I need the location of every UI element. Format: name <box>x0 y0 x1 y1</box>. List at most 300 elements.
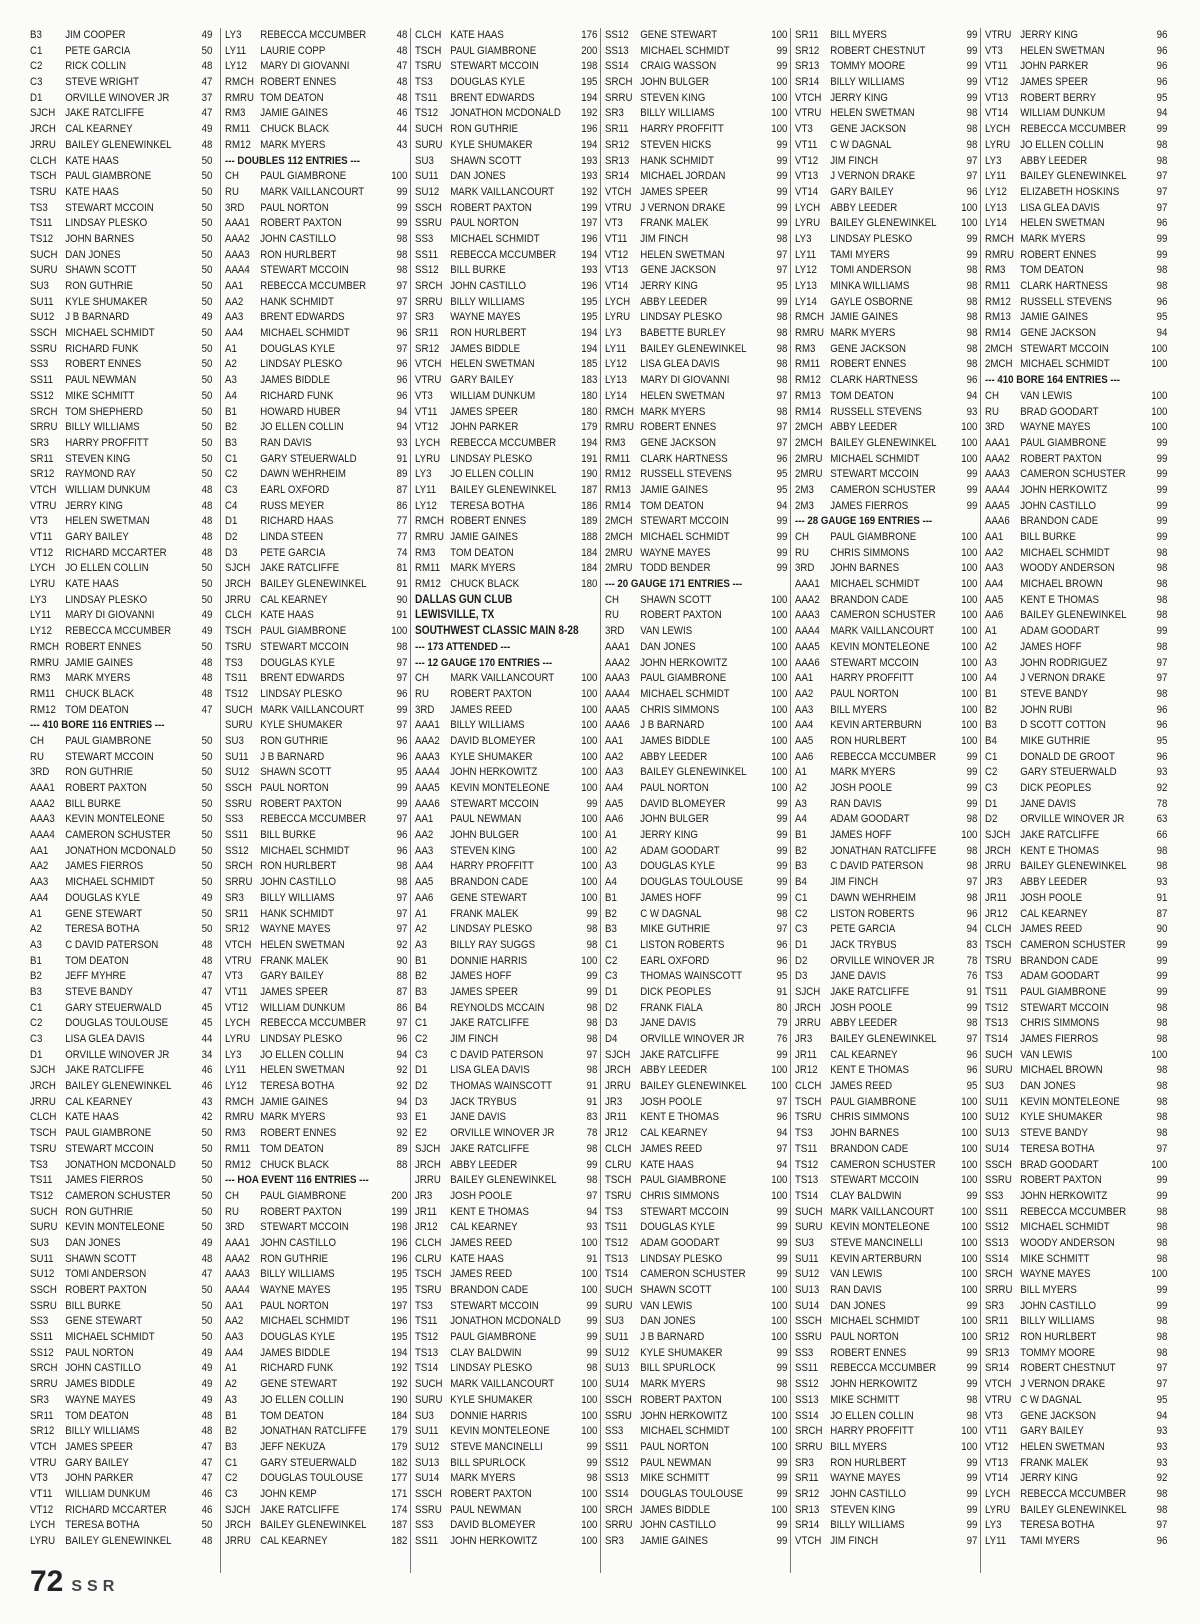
class-code: RM14 <box>985 327 1011 340</box>
score: 99 <box>776 138 788 151</box>
shooter-name: LINDSAY PLESKO <box>830 232 913 245</box>
class-code: TS13 <box>795 1174 819 1187</box>
shooter-name: JO ELLEN COLLIN <box>450 468 534 481</box>
score: 96 <box>396 687 408 700</box>
shooter-name: DAVID BLOMEYER <box>450 734 536 747</box>
class-code: B2 <box>225 1425 237 1438</box>
score: 99 <box>1156 499 1168 512</box>
score: 98 <box>1156 593 1168 606</box>
score: 99 <box>776 1268 788 1281</box>
shooter-name: HELEN SWETMAN <box>260 1064 345 1077</box>
class-code: LYRU <box>415 452 441 465</box>
result-row <box>985 844 1171 860</box>
score: 100 <box>771 703 788 716</box>
score: 48 <box>201 1409 213 1422</box>
score: 192 <box>391 1378 408 1391</box>
result-row <box>30 1361 216 1377</box>
result-row <box>30 1377 216 1393</box>
result-row <box>605 1471 791 1487</box>
shooter-name: JAKE RATCLIFFE <box>450 1142 530 1155</box>
score: 98 <box>1156 860 1168 873</box>
score: 177 <box>391 1472 408 1485</box>
score: 97 <box>1156 656 1168 669</box>
class-code: TS3 <box>415 1299 433 1312</box>
score: 99 <box>1156 1174 1168 1187</box>
result-row <box>225 671 411 687</box>
class-code: RMCH <box>225 1095 255 1108</box>
shooter-name: BILL MYERS <box>830 29 887 41</box>
class-code: RMCH <box>30 640 60 653</box>
result-row <box>985 216 1171 232</box>
shooter-name: SHAWN SCOTT <box>260 766 332 779</box>
class-code: RMCH <box>985 232 1015 245</box>
shooter-name: BAILEY GLENEWINKEL <box>65 138 172 151</box>
class-code: AA4 <box>605 782 624 794</box>
score: 99 <box>396 201 408 214</box>
result-row <box>985 1330 1171 1346</box>
score: 98 <box>966 280 978 292</box>
class-code: TS14 <box>415 1362 439 1375</box>
result-row <box>30 1142 216 1158</box>
shooter-name: MICHAEL JORDAN <box>640 170 726 183</box>
result-row <box>225 828 411 844</box>
result-row <box>795 907 981 923</box>
class-code: VTCH <box>985 1378 1012 1391</box>
result-row <box>605 91 791 107</box>
shooter-name: CHRIS SIMMONS <box>1020 1017 1100 1030</box>
score: 98 <box>966 844 978 857</box>
result-row <box>30 1205 216 1221</box>
class-code: SJCH <box>30 107 56 120</box>
result-row <box>605 1189 791 1205</box>
class-code: RM11 <box>225 123 251 136</box>
result-row <box>415 1063 601 1079</box>
class-code: VT12 <box>225 1001 249 1014</box>
result-row <box>30 671 216 687</box>
shooter-name: STEVEN KING <box>830 1503 896 1516</box>
shooter-name: RUSSELL STEVENS <box>830 405 922 418</box>
score: 96 <box>1156 217 1168 230</box>
shooter-name: JAMES BIDDLE <box>260 1346 331 1359</box>
result-row <box>30 703 216 719</box>
score: 99 <box>966 1503 978 1516</box>
shooter-name: BAILEY GLENEWINKEL <box>640 766 747 779</box>
class-code: RM11 <box>30 687 56 700</box>
class-code: B3 <box>605 923 617 936</box>
result-row <box>795 1440 981 1456</box>
result-row <box>30 1283 216 1299</box>
shooter-name: BRANDON CADE <box>1020 954 1099 967</box>
shooter-name: LINDSAY PLESKO <box>450 452 533 465</box>
score: 99 <box>966 483 978 496</box>
class-code: TS12 <box>415 1331 439 1344</box>
result-row <box>605 797 791 813</box>
score: 98 <box>1156 1221 1168 1234</box>
shooter-name: ROBERT PAXTON <box>640 609 722 622</box>
class-code: TSRU <box>30 185 57 198</box>
score: 78 <box>586 1127 598 1140</box>
score: 93 <box>586 1221 598 1234</box>
score: 50 <box>201 829 213 842</box>
score: 97 <box>396 672 408 685</box>
shooter-name: CAMERON SCHUSTER <box>830 1158 936 1171</box>
score: 100 <box>581 1236 598 1249</box>
class-code: SU3 <box>795 1236 814 1249</box>
score: 99 <box>776 1535 788 1547</box>
result-row <box>415 91 601 107</box>
shooter-name: DONNIE HARRIS <box>450 954 528 967</box>
class-code: SR11 <box>30 1409 54 1422</box>
score: 48 <box>201 1535 213 1547</box>
class-code: SSRU <box>30 1299 57 1312</box>
class-code: B2 <box>415 970 427 983</box>
shooter-name: GENE JACKSON <box>1020 1409 1097 1422</box>
class-code: VTRU <box>985 1393 1012 1406</box>
result-row <box>30 75 216 91</box>
score: 83 <box>586 1111 598 1124</box>
class-code: VT14 <box>605 280 629 292</box>
score: 100 <box>581 734 598 747</box>
result-row <box>225 1409 411 1425</box>
class-code: AAA5 <box>985 499 1010 512</box>
score: 98 <box>966 891 978 904</box>
class-code: SR12 <box>415 342 440 355</box>
class-code: SUCH <box>225 703 253 716</box>
score: 50 <box>201 782 213 794</box>
result-row <box>605 1267 791 1283</box>
class-code: RMRU <box>415 531 445 543</box>
class-code: LYCH <box>225 1017 251 1030</box>
score: 96 <box>776 954 788 967</box>
result-row <box>30 452 216 468</box>
result-row <box>415 969 601 985</box>
shooter-name: BILLY WILLIAMS <box>1020 1315 1095 1328</box>
score: 91 <box>586 1252 598 1265</box>
result-row <box>30 499 216 515</box>
class-code: A3 <box>415 938 427 951</box>
shooter-name: ORVILLE WINOVER JR <box>65 1048 170 1061</box>
shooter-name: REBECCA MCCUMBER <box>830 1362 937 1375</box>
score: 100 <box>771 1080 788 1093</box>
score: 94 <box>1156 107 1168 120</box>
class-code: AAA1 <box>795 578 820 591</box>
shooter-name: HELEN SWETMAN <box>450 358 535 371</box>
result-row <box>225 326 411 342</box>
class-code: A2 <box>605 844 617 857</box>
class-code: TS11 <box>415 1315 438 1328</box>
shooter-name: DAVID BLOMEYER <box>450 1519 536 1532</box>
score: 100 <box>961 640 978 653</box>
score: 184 <box>581 562 598 575</box>
score: 100 <box>581 703 598 716</box>
shooter-name: ABBY LEEDER <box>830 1017 898 1030</box>
class-code: SUCH <box>30 1205 58 1218</box>
score: 80 <box>776 1001 788 1014</box>
score: 96 <box>396 1033 408 1045</box>
shooter-name: WAYNE MAYES <box>450 311 521 324</box>
score: 50 <box>201 907 213 920</box>
result-row <box>415 1330 601 1346</box>
shooter-name: DOUGLAS KYLE <box>260 1331 335 1344</box>
shooter-name: D SCOTT COTTON <box>1020 719 1106 732</box>
shooter-name: STEVEN KING <box>640 91 706 104</box>
result-row <box>225 295 411 311</box>
shooter-name: ROBERT CHESTNUT <box>1020 1362 1116 1375</box>
result-row <box>985 169 1171 185</box>
score: 96 <box>1156 44 1168 57</box>
shooter-name: STEWART MCCOIN <box>65 1142 154 1155</box>
shooter-name: GARY BAILEY <box>260 970 324 983</box>
result-row <box>30 640 216 656</box>
score: 176 <box>581 29 598 41</box>
shooter-name: CAMERON SCHUSTER <box>1020 938 1126 951</box>
shooter-name: KYLE SHUMAKER <box>1020 1111 1103 1124</box>
result-row <box>985 1409 1171 1425</box>
class-code: B4 <box>985 734 997 747</box>
shooter-name: HOWARD HUBER <box>260 405 341 418</box>
class-code: VT11 <box>415 405 438 418</box>
class-code: JR3 <box>605 1095 623 1108</box>
shooter-name: REBECCA MCCUMBER <box>260 1017 367 1030</box>
result-row <box>225 499 411 515</box>
shooter-name: LINDSAY PLESKO <box>260 358 343 371</box>
shooter-name: KYLE SHUMAKER <box>65 295 148 308</box>
score: 98 <box>586 1064 598 1077</box>
result-row <box>985 44 1171 60</box>
score: 98 <box>586 1174 598 1187</box>
shooter-name: ROBERT ENNES <box>65 358 142 371</box>
class-code: D4 <box>605 1033 618 1045</box>
shooter-name: BAILEY GLENEWINKEL <box>1020 609 1127 622</box>
shooter-name: HELEN SWETMAN <box>1020 1440 1105 1453</box>
class-code: TS12 <box>415 107 439 120</box>
result-row <box>795 734 981 750</box>
shooter-name: GARY BAILEY <box>65 1456 129 1469</box>
score: 93 <box>1156 1456 1168 1469</box>
result-row <box>795 1189 981 1205</box>
class-code: SJCH <box>985 829 1011 842</box>
shooter-name: CAL KEARNEY <box>65 1095 133 1108</box>
score: 99 <box>776 797 788 810</box>
class-code: SS13 <box>795 1393 819 1406</box>
result-row <box>985 577 1171 593</box>
score: 188 <box>581 531 598 543</box>
result-row <box>795 138 981 154</box>
class-code: SRRU <box>795 1440 823 1453</box>
result-row <box>415 452 601 468</box>
result-row <box>605 1063 791 1079</box>
score: 50 <box>201 813 213 826</box>
shooter-name: JIM FINCH <box>830 876 879 889</box>
result-row <box>225 1252 411 1268</box>
class-code: TS11 <box>415 91 438 104</box>
shooter-name: PETE GARCIA <box>830 923 896 936</box>
score: 99 <box>1156 954 1168 967</box>
shooter-name: STEVEN HICKS <box>640 138 712 151</box>
result-row <box>795 201 981 217</box>
shooter-name: BRENT EDWARDS <box>260 672 345 685</box>
shooter-name: JOHN CASTILLO <box>260 876 337 889</box>
shooter-name: CHUCK BLACK <box>260 123 330 136</box>
score: 195 <box>391 1331 408 1344</box>
class-code: A2 <box>795 782 807 794</box>
result-row <box>30 59 216 75</box>
class-code: SR3 <box>605 1535 624 1547</box>
event-header: --- 20 GAUGE 171 ENTRIES --- <box>605 578 743 591</box>
shooter-name: ROBERT ENNES <box>450 515 527 528</box>
shooter-name: JAKE RATCLIFFE <box>450 1017 530 1030</box>
class-code: CLCH <box>795 1080 822 1093</box>
score: 99 <box>776 515 788 528</box>
class-code: SU13 <box>415 1456 440 1469</box>
score: 98 <box>396 232 408 245</box>
class-code: C1 <box>605 938 618 951</box>
score: 99 <box>776 295 788 308</box>
shooter-name: RON GUTHRIE <box>260 1252 328 1265</box>
shooter-name: JAMES SPEER <box>450 405 518 418</box>
score: 99 <box>586 1331 598 1344</box>
score: 97 <box>396 719 408 732</box>
result-row <box>225 1032 411 1048</box>
result-row <box>795 248 981 264</box>
score: 48 <box>201 483 213 496</box>
result-row <box>415 373 601 389</box>
shooter-name: LINDSAY PLESKO <box>65 217 148 230</box>
result-row <box>225 1503 411 1519</box>
shooter-name: MICHAEL SCHMIDT <box>640 687 730 700</box>
shooter-name: KEVIN ARTERBURN <box>830 1252 922 1265</box>
class-code: C3 <box>985 782 998 794</box>
class-code: SSCH <box>415 201 442 214</box>
shooter-name: CLARK HARTNESS <box>830 374 918 387</box>
score: 42 <box>201 1111 213 1124</box>
shooter-name: STEWART MCCOIN <box>1020 342 1109 355</box>
result-row <box>30 561 216 577</box>
result-row <box>795 91 981 107</box>
score: 99 <box>586 1315 598 1328</box>
shooter-name: BAILEY GLENEWINKEL <box>260 578 367 591</box>
shooter-name: CAMERON SCHUSTER <box>830 609 936 622</box>
class-code: LYCH <box>30 562 56 575</box>
score: 99 <box>966 1378 978 1391</box>
class-code: JR12 <box>985 907 1008 920</box>
class-code: SU11 <box>605 1331 629 1344</box>
class-code: RM11 <box>985 280 1011 292</box>
score: 50 <box>201 640 213 653</box>
score: 48 <box>201 546 213 559</box>
score: 97 <box>1156 201 1168 214</box>
shooter-name: BAILEY GLENEWINKEL <box>1020 170 1127 183</box>
shooter-name: JAMES REED <box>830 1080 893 1093</box>
class-code: TS13 <box>605 1252 629 1265</box>
class-code: B2 <box>225 421 237 434</box>
class-code: VTRU <box>225 954 252 967</box>
class-code: A4 <box>225 389 237 402</box>
result-row <box>985 546 1171 562</box>
shooter-name: JAMES SPEER <box>1020 76 1088 89</box>
shooter-name: TOM DEATON <box>65 703 129 716</box>
class-code: A2 <box>225 358 237 371</box>
shooter-name: ROBERT PAXTON <box>450 1487 532 1500</box>
score: 98 <box>966 813 978 826</box>
class-code: AA1 <box>605 734 624 747</box>
result-row <box>795 718 981 734</box>
class-code: AA5 <box>985 593 1004 606</box>
result-row <box>30 1456 216 1472</box>
class-code: LY13 <box>795 280 817 292</box>
shooter-name: VAN LEWIS <box>1020 389 1073 402</box>
result-row <box>415 1205 601 1221</box>
result-row <box>985 1220 1171 1236</box>
shooter-name: JERRY KING <box>65 499 123 512</box>
score: 93 <box>1156 876 1168 889</box>
class-code: LY12 <box>605 358 627 371</box>
class-code: SURU <box>985 1064 1013 1077</box>
shooter-name: STEWART MCCOIN <box>450 60 539 73</box>
shooter-name: ORVILLE WINOVER JR <box>65 91 170 104</box>
shooter-name: RON HURLBERT <box>450 327 527 340</box>
results-column <box>220 28 411 1573</box>
class-code: SUCH <box>415 1378 443 1391</box>
shooter-name: JAMIE GAINES <box>1020 311 1088 324</box>
class-code: VT3 <box>985 44 1003 57</box>
class-code: TS11 <box>795 1142 818 1155</box>
score: 99 <box>966 1189 978 1202</box>
result-row <box>795 232 981 248</box>
shooter-name: BAILEY GLENEWINKEL <box>830 436 937 449</box>
score: 98 <box>1156 1236 1168 1249</box>
result-row <box>605 765 791 781</box>
shooter-name: RICHARD MCCARTER <box>65 546 167 559</box>
shooter-name: STEWART MCCOIN <box>830 1174 919 1187</box>
result-row <box>985 1267 1171 1283</box>
class-code: RM13 <box>795 389 821 402</box>
score: 99 <box>586 985 598 998</box>
score: 99 <box>1156 1189 1168 1202</box>
score: 100 <box>961 656 978 669</box>
score: 98 <box>776 342 788 355</box>
shooter-name: LISA GLEA DAVIS <box>450 1064 530 1077</box>
class-code: VTRU <box>795 107 822 120</box>
shooter-name: MICHAEL SCHMIDT <box>640 531 730 543</box>
result-row <box>30 201 216 217</box>
class-code: VT14 <box>985 107 1009 120</box>
class-code: VT12 <box>415 421 439 434</box>
score: 195 <box>581 76 598 89</box>
score: 93 <box>1156 766 1168 779</box>
class-code: AA2 <box>795 687 814 700</box>
shooter-name: JACK TRYBUS <box>830 938 897 951</box>
result-row <box>605 1534 791 1550</box>
result-row <box>795 1142 981 1158</box>
shooter-name: TOM DEATON <box>1020 264 1084 277</box>
shooter-name: SHAWN SCOTT <box>65 264 137 277</box>
event-header: --- 173 ATTENDED --- <box>415 640 511 653</box>
magazine-name: SSR <box>71 1578 120 1595</box>
score: 99 <box>1156 452 1168 465</box>
score: 97 <box>1156 672 1168 685</box>
class-code: SRCH <box>985 1268 1013 1281</box>
shooter-name: JOHN HERKOWITZ <box>450 766 538 779</box>
result-row <box>795 1283 981 1299</box>
score: 50 <box>201 264 213 277</box>
shooter-name: JOHN RUBI <box>1020 703 1073 716</box>
result-row <box>225 907 411 923</box>
class-code: AA2 <box>985 546 1004 559</box>
shooter-name: JIM COOPER <box>65 29 126 41</box>
shooter-name: BRENT EDWARDS <box>260 311 345 324</box>
score: 100 <box>771 766 788 779</box>
